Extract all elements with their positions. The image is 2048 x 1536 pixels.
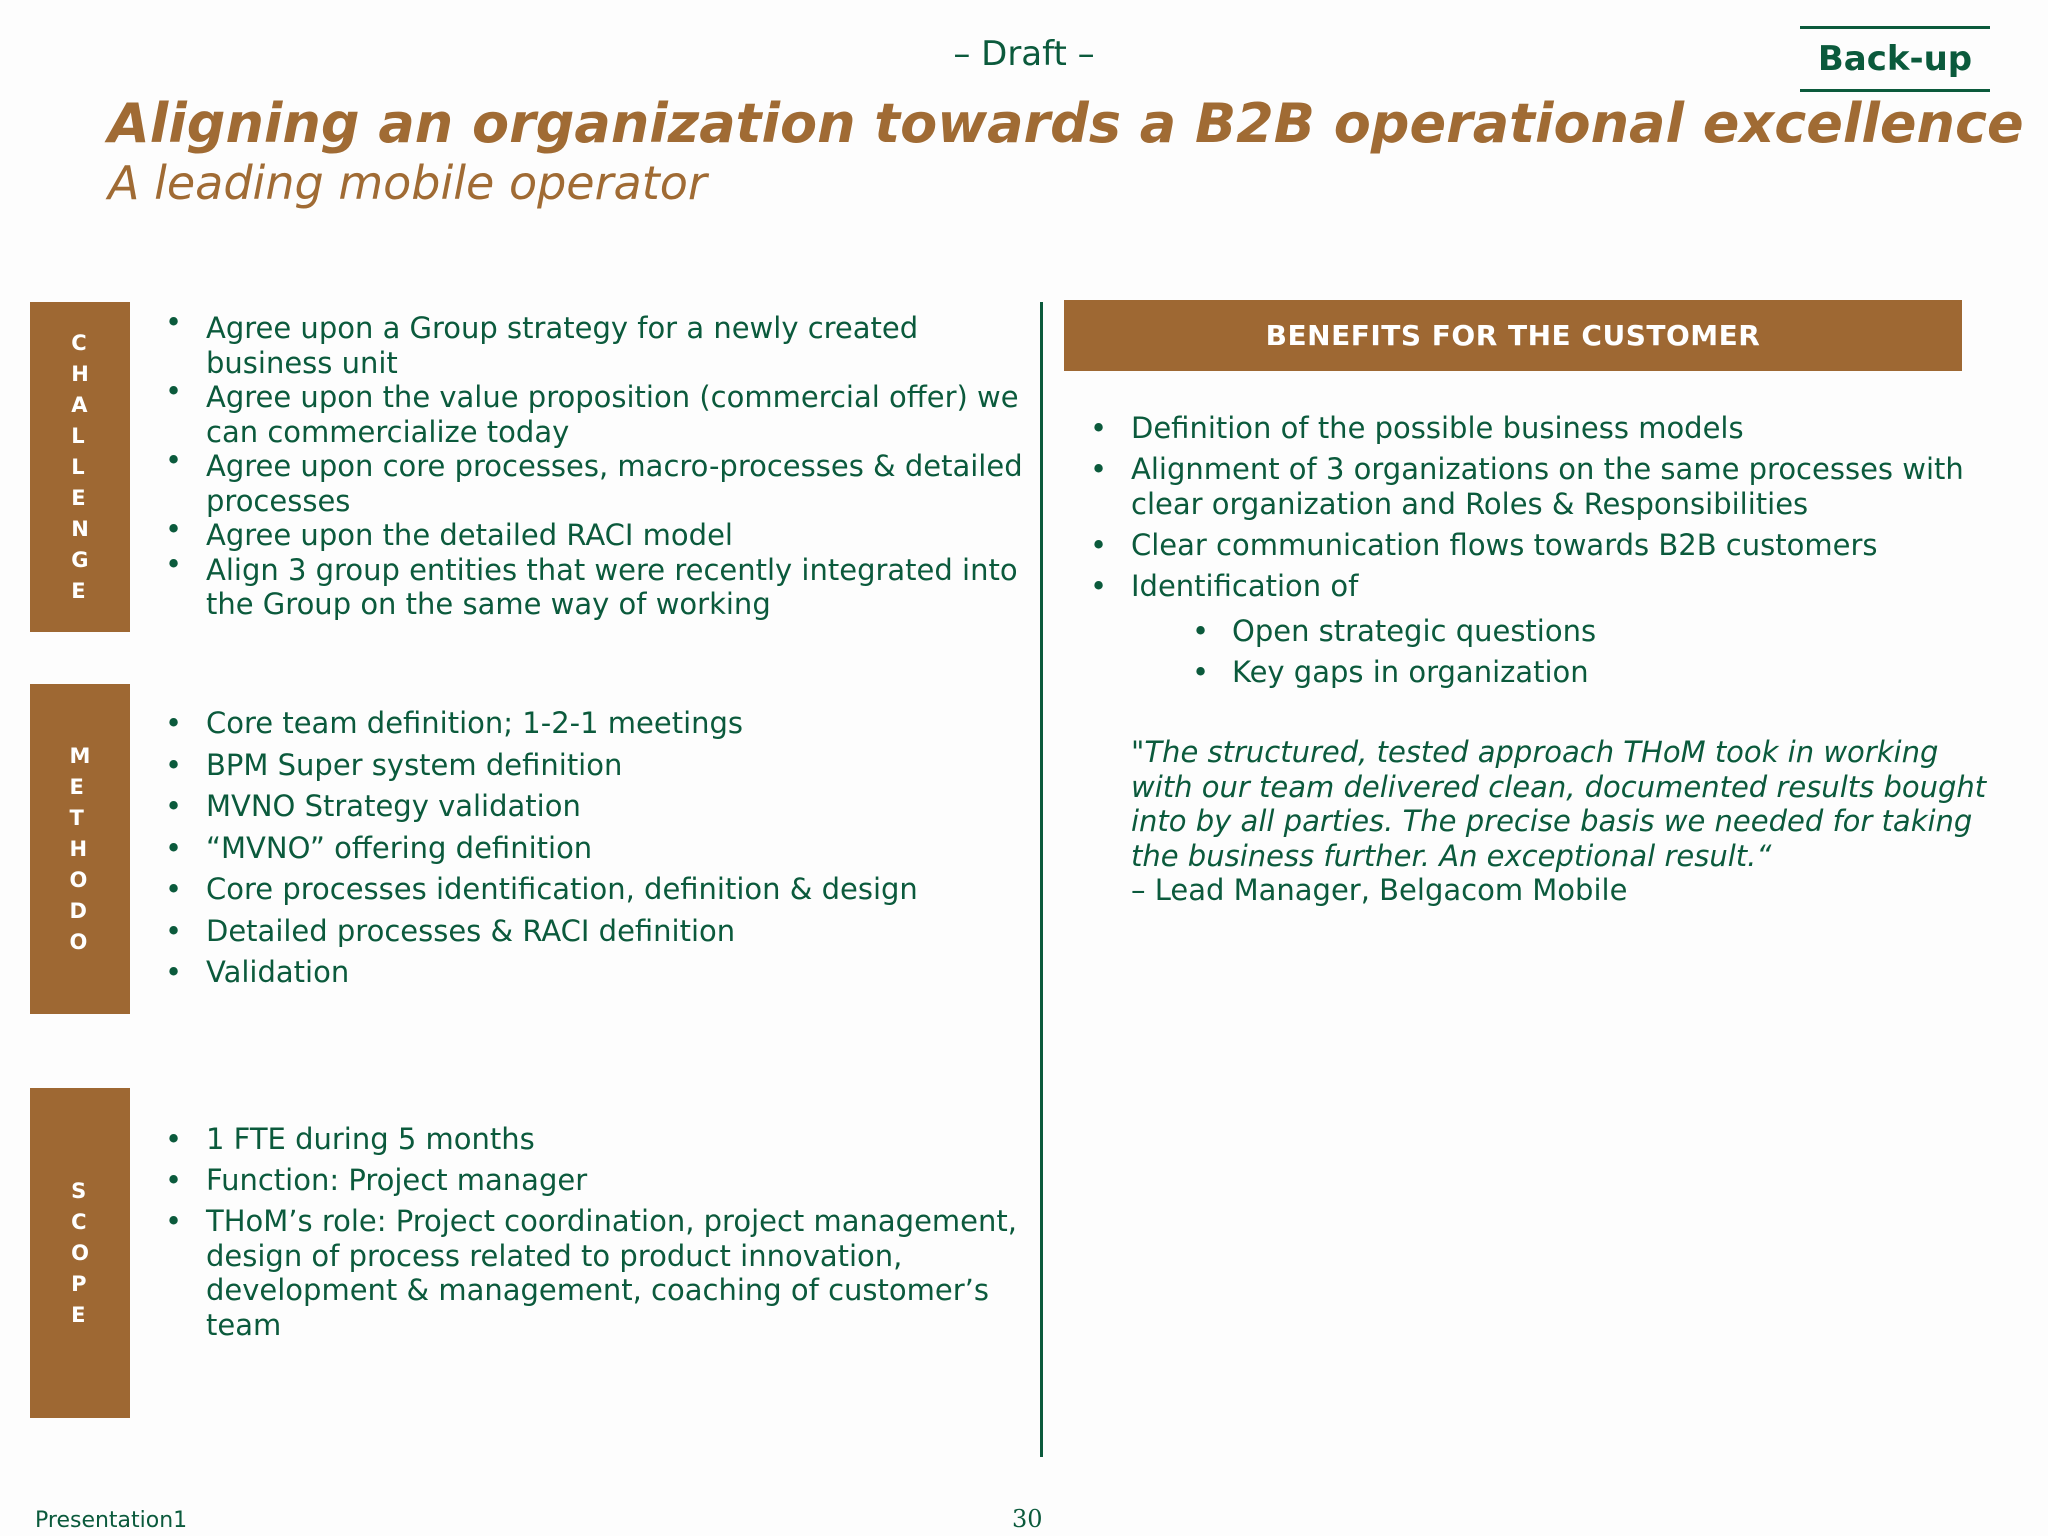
scope-vertical-label (71, 1176, 89, 1331)
list-item: • Validation (161, 952, 1041, 994)
list-item: • THoM’s role: Project coordination, project management, design of process related to product innovation, development & management, coaching of customer’s team (161, 1204, 1041, 1342)
methodo-label-box (30, 684, 130, 1014)
list-item: • Agree upon a Group strategy for a newly created business unit (161, 311, 1041, 380)
label-letter: D (69, 898, 87, 923)
label-letter: C (71, 330, 87, 355)
backup-badge: Back-up (1800, 26, 1990, 92)
list-item: • Core processes identification, definition & design (161, 869, 1041, 911)
label-letter: A (71, 392, 88, 417)
list-item: • Alignment of 3 organizations on the same processes with clear organization and Roles & Responsibilities (1086, 452, 1986, 522)
label-letter: E (71, 578, 86, 603)
page-number: 30 (1012, 1505, 1043, 1533)
list-item: • Agree upon the value proposition (commercial offer) we can commercialize today (161, 380, 1041, 449)
label-letter: C (71, 1209, 87, 1234)
quote-author: – Lead Manager, Belgacom Mobile (1131, 873, 1628, 907)
label-letter: P (71, 1271, 87, 1296)
label-letter: H (71, 361, 89, 386)
label-letter: H (69, 836, 88, 861)
label-letter: L (71, 454, 85, 479)
challenge-label-box (30, 302, 130, 632)
label-letter: E (71, 485, 86, 510)
benefits-header: BENEFITS FOR THE CUSTOMER (1064, 300, 1962, 371)
list-item: • Detailed processes & RACI definition (161, 911, 1041, 953)
page-title: Aligning an organization towards a B2B operational excellence (108, 92, 2024, 155)
label-letter: M (69, 743, 91, 768)
quote-text: The structured, tested approach THoM took in working with our team delivered clean, documented results bought into by all parties. The precise basis we needed for taking the business further. An exceptional result.“ (1131, 735, 1987, 873)
scope-label-box (30, 1088, 130, 1418)
page-subtitle: A leading mobile operator (108, 156, 707, 210)
list-item: • Function: Project manager (161, 1163, 1041, 1198)
label-letter: O (71, 1240, 89, 1265)
list-item: • 1 FTE during 5 months (161, 1122, 1041, 1157)
benefits-sub-list (1190, 611, 1596, 693)
list-item: • Identification of (1086, 569, 1986, 604)
label-letter: O (69, 867, 88, 892)
list-item: • Agree upon core processes, macro-processes & detailed processes (161, 449, 1041, 518)
footer-filename: Presentation1 (35, 1508, 188, 1533)
list-item: • “MVNO” offering definition (161, 828, 1041, 870)
methodo-list (161, 703, 1041, 994)
list-item: • Agree upon the detailed RACI model (161, 518, 1041, 553)
label-letter: S (71, 1178, 87, 1203)
label-letter: T (69, 805, 84, 830)
benefits-list (1086, 411, 1986, 610)
list-item: • Align 3 group entities that were recently integrated into the Group on the same way of working (161, 553, 1041, 622)
column-divider (1040, 302, 1043, 1457)
label-letter: G (71, 547, 89, 572)
label-letter: E (71, 1302, 86, 1327)
scope-list (161, 1122, 1041, 1349)
list-item: • BPM Super system definition (161, 745, 1041, 787)
draft-label: – Draft – (953, 34, 1095, 74)
sub-list-item: • Open strategic questions (1190, 611, 1596, 652)
challenge-vertical-label (71, 328, 89, 607)
sub-list-item: • Key gaps in organization (1190, 652, 1596, 693)
list-item: • Clear communication flows towards B2B customers (1086, 528, 1986, 563)
testimonial-quote (1131, 735, 1991, 908)
label-letter: L (71, 423, 85, 448)
quote-open-mark: " (1131, 735, 1145, 769)
list-item: • MVNO Strategy validation (161, 786, 1041, 828)
label-letter: N (71, 516, 89, 541)
label-letter: E (69, 774, 84, 799)
list-item: • Core team definition; 1-2-1 meetings (161, 703, 1041, 745)
label-letter: O (69, 929, 88, 954)
list-item: • Definition of the possible business models (1086, 411, 1986, 446)
methodo-vertical-label (70, 741, 91, 958)
challenge-list (161, 311, 1041, 622)
